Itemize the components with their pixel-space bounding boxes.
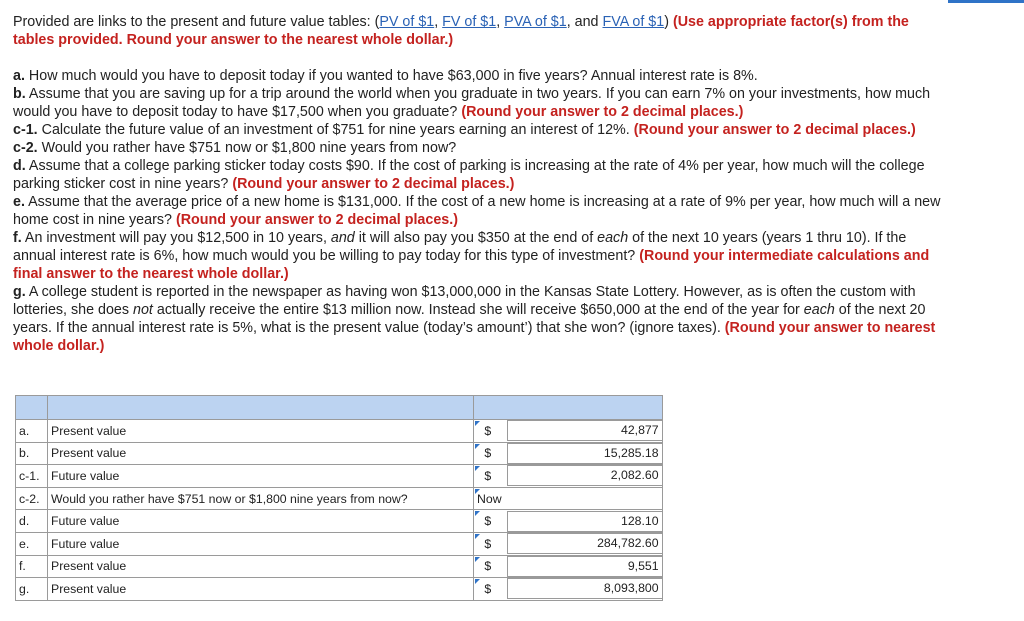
selected-option[interactable]: Now [477,491,502,506]
answer-input-d[interactable]: 128.10 [507,511,662,532]
answer-input-f[interactable]: 9,551 [507,556,662,577]
question-g: g. A college student is reported in the newspaper as having won $13,000,000 in the Kansas State Lottery. However, as is often the custom with lotteries, she does not actually receive the entire $13 million now. Instead she will receive $650,000 at the end of the year for each of the next 20 years. If the annual interest rate is 5%, what is the present value (today’s amount’) that she won? (ignore taxes). (Round your answer to nearest whole dollar.) [13,284,936,354]
intro-instruction: (Use appropriate factor(s) from the tables provided. Round your answer to the nearest whole dollar.) [13,14,909,48]
answer-row-a: a. Present value $ 42,877 [16,420,663,443]
answer-input-c1[interactable]: 2,082.60 [507,465,662,486]
question-b: b. Assume that you are saving up for a trip around the world when you graduate in two years. If you can earn 7% on your investments, how much would you have to deposit today to have $17,500 when you graduate? (Round your answer to 2 decimal places.) [13,86,931,120]
currency-symbol: $ [484,423,492,438]
problem-statement [13,13,948,355]
link-pva-of-1[interactable]: PVA of $1 [504,14,567,30]
link-pv-of-1[interactable]: PV of $1 [379,14,435,30]
answer-row-g: g. Present value $ 8,093,800 [16,578,663,601]
question-d: d. Assume that a college parking sticker today costs $90. If the cost of parking is increasing at the rate of 4% per year, how much will the college parking sticker cost in nine years? (Round your answer to 2 decimal places.) [13,158,925,192]
answer-row-c2: c-2. Would you rather have $751 now or $1,800 nine years from now? Now [16,487,663,510]
currency-symbol: $ [484,559,492,574]
answer-input-a[interactable]: 42,877 [507,420,662,441]
answer-table [15,395,663,601]
currency-symbol: $ [484,468,492,483]
answer-select-c2[interactable] [474,487,502,510]
answer-table-header [16,396,663,420]
answer-input-e[interactable]: 284,782.60 [507,533,662,554]
intro-prefix: Provided are links to the present and future value tables: ( [13,14,380,30]
answer-row-e: e. Future value $ 284,782.60 [16,532,663,555]
answer-input-b[interactable]: 15,285.18 [507,443,662,464]
currency-symbol: $ [484,536,492,551]
question-c2: c-2. Would you rather have $751 now or $1,800 nine years from now? [13,140,457,156]
question-f: f. An investment will pay you $12,500 in 10 years, and it will also pay you $350 at the end of each of the next 10 years (years 1 thru 10). If the annual interest rate is 6%, how much would you be willing to pay today for this type of investment? (Round your intermediate calculations and final answer to the nearest whole dollar.) [13,230,930,282]
currency-symbol: $ [484,446,492,461]
currency-symbol: $ [484,581,492,596]
answer-row-d: d. Future value $ 128.10 [16,510,663,533]
currency-symbol: $ [484,514,492,529]
question-e: e. Assume that the average price of a new home is $131,000. If the cost of a new home is increasing at a rate of 9% per year, how much will a new home cost in nine years? (Round your answer to 2 decimal places.) [13,194,941,228]
link-fva-of-1[interactable]: FVA of $1 [602,14,665,30]
intro-paragraph: Provided are links to the present and future value tables: (PV of $1, FV of $1, PVA of $1, and FVA of $1) (Use appropriate factor(s) from the tables provided. Round your answer to the nearest whole dollar.) [13,14,909,48]
question-a: a. How much would you have to deposit today if you wanted to have $63,000 in five years? Annual interest rate is 8%. [13,68,758,84]
answer-row-b: b. Present value $ 15,285.18 [16,442,663,465]
answer-row-f: f. Present value $ 9,551 [16,555,663,578]
answer-row-c1: c-1. Future value $ 2,082.60 [16,465,663,488]
link-fv-of-1[interactable]: FV of $1 [442,14,497,30]
question-c1: c-1. Calculate the future value of an investment of $751 for nine years earning an interest of 12%. (Round your answer to 2 decimal places.) [13,122,916,138]
top-accent-bar [948,0,1024,3]
answer-input-g[interactable]: 8,093,800 [507,578,662,599]
